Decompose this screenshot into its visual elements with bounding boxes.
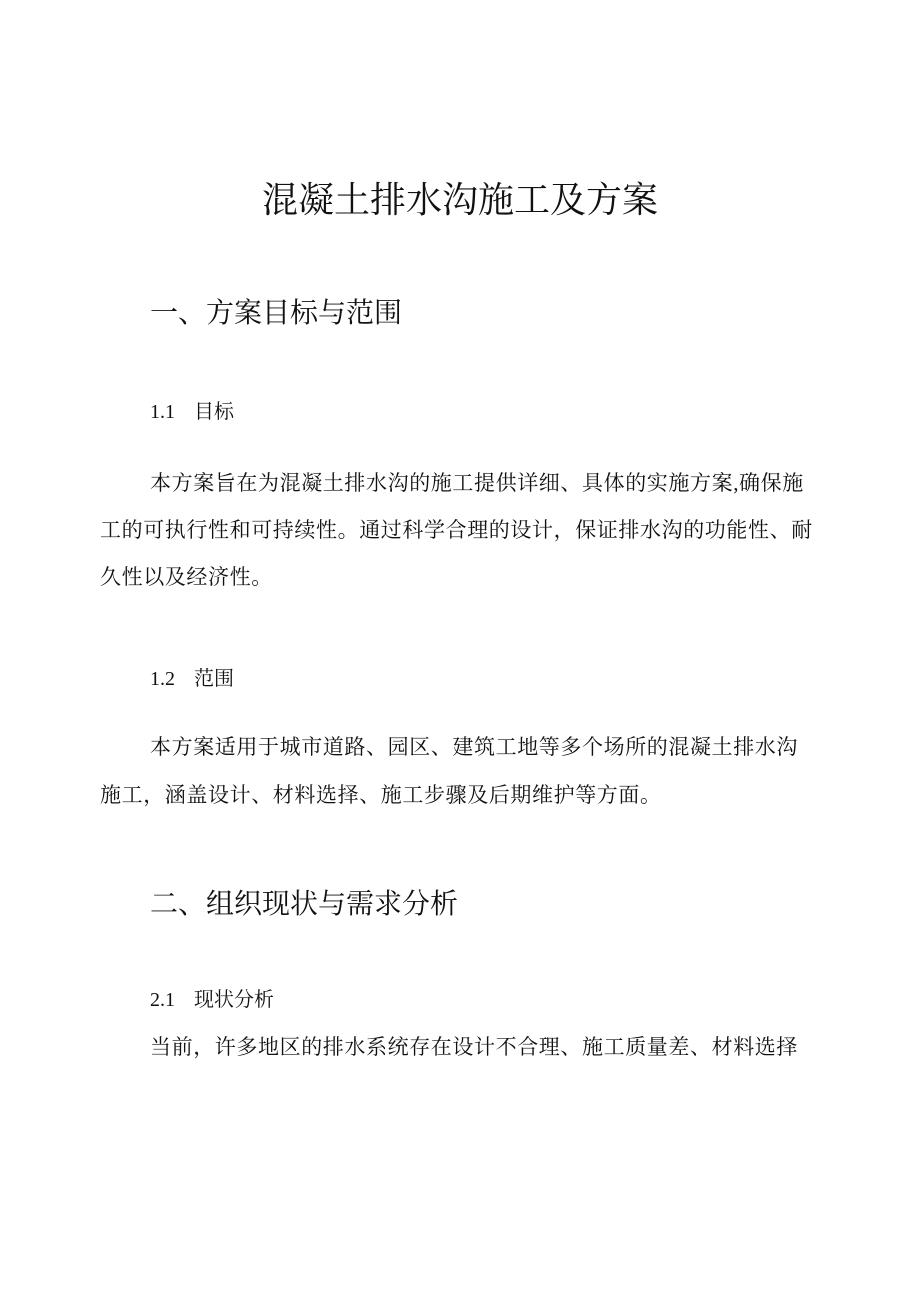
subsection-number: 1.1	[150, 401, 175, 423]
subsection-number: 2.1	[150, 989, 175, 1011]
paragraph-line: 当前，许多地区的排水系统存在设计不合理、施工质量差、材料选择	[150, 1035, 798, 1059]
subsection-2-1-heading	[150, 986, 274, 1014]
subsection-title: 现状分析	[194, 989, 274, 1011]
paragraph-line: 本方案适用于城市道路、园区、建筑工地等多个场所的混凝土排水沟	[150, 735, 798, 759]
section-2-heading: 二、组织现状与需求分析	[150, 887, 459, 920]
subsection-title: 目标	[194, 401, 234, 423]
paragraph-line: 工的可执行性和可持续性。通过科学合理的设计，保证排水沟的功能性、耐	[100, 518, 813, 542]
subsection-title: 范围	[194, 668, 234, 690]
paragraph-line: 施工，涵盖设计、材料选择、施工步骤及后期维护等方面。	[100, 783, 662, 807]
paragraph-line: 本方案旨在为混凝土排水沟的施工提供详细、具体的实施方案,确保施	[150, 471, 804, 495]
section-1-heading: 一、方案目标与范围	[150, 296, 403, 329]
subsection-number: 1.2	[150, 668, 175, 690]
document-title: 混凝土排水沟施工及方案	[261, 180, 658, 221]
subsection-1-2-heading	[150, 665, 234, 693]
subsection-1-1-heading	[150, 398, 234, 426]
paragraph-line: 久性以及经济性。	[100, 565, 273, 589]
